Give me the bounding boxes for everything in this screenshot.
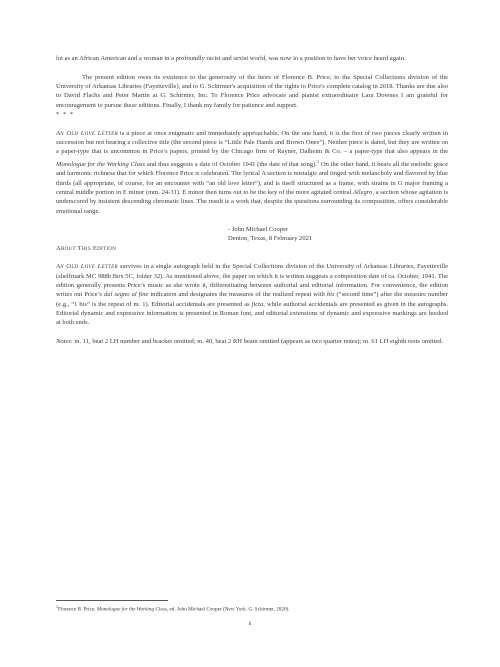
paragraph-about-edition [56, 262, 448, 327]
paragraph-intro-continuation: lot as an African American and a woman in a profoundly racist and sexist world, was now in a position to have her voice heard again. [56, 55, 406, 62]
description-text-b: and thus suggests a date of October 1941 (the date of that song). [145, 160, 317, 168]
about-text-c: (“second time”) after the measure number (e.g., “1 bis” is the repeat of m. 1). Editorial accidentals are presented as [56, 291, 448, 308]
ficta-term: ficta [251, 300, 264, 308]
section-separator: * * * [56, 111, 75, 119]
document-body [56, 54, 448, 346]
about-text-b: indication and designates the measures of the realized repeat with [148, 291, 327, 299]
footnote-text-b: , ed. John Michael Cooper (New York: G. Schirmer, 2020). [166, 606, 290, 613]
page-number: ii [248, 621, 252, 627]
description-text-a: is a piece at once enigmatic and immediately approachable. On the one hand, it is the first of two pieces clearly written in succession but not bearing a collective title (the second piece is “Little Pale Hands and Brown Ones”). Neither piece is dated, but they are written on a paper-type that is uncommon in Price’s papers, printed by the Chicago firm of Rayner, Dalheim & Co. – a paper-type that also appears in the [56, 129, 448, 156]
piece-title: An Old Love Letter [56, 129, 118, 137]
paragraph-notes [56, 337, 448, 346]
signature-place-date: Denton, Texas, 8 February 2021 [228, 235, 313, 243]
signature-block [228, 225, 448, 244]
footnote-marker: 1 [56, 604, 58, 609]
notes-text: : m. 11, beat 2 LH number and bracket omitted; m. 40, beat 2 RH beam omitted (appears as two quarter notes); m. 61 LH eighth rests omitted. [70, 337, 444, 345]
monologue-title: Monologue for the Working Class [56, 160, 146, 168]
about-piece-title: An Old Love Letter [56, 263, 118, 271]
footnote [56, 603, 448, 614]
notes-label: Notes [56, 337, 71, 345]
about-text-d: , while authorial accidentals are presented as given in the autographs. Editorial dynamic and expressive information is presented in Roman font, and editorial extensions of dynamic and expressive markings are hooked at both ends. [56, 300, 448, 327]
paragraph-acknowledgements: The present edition owes its existence to the generosity of the heirs of Florence B. Price, to the Special Collections division of the University of Arkansas Libraries (Fayetteville), and to G. Schirmer's acquisition of the rights to Price's complete catalog in 2018. Thanks are due also to David Flachs and Peter Martin at G. Schirmer, Inc. To Florence Price advocate and pianist extraordinaire Lara Downes I am grateful for encouragement to pursue these editions. Finally, I thank my family for patience and support. [56, 73, 448, 109]
description-text-d: , a section whose agitation is underscored by insistent descending chromatic lines. The result is a work that, despite the questions surrounding its composition, offers considerable emotional range. [56, 188, 448, 215]
description-text-c: On the other hand, it bears all the melodic grace and harmonic richness that for which Florence Price is celebrated. The lyrical A section is nostalgic and tinged with melancholy and flavored by blue thirds (all appropriate, of course, for an encounter with “an old love letter”), and is itself structured as a frame, with strains in G major framing a central middle portion in E minor (mm. 24-31). E minor then turns out to be the key of the more agitated central [56, 160, 448, 196]
footnote-title: Monologue for the Working Class [96, 606, 167, 613]
footnote-divider [56, 600, 168, 601]
section-heading-about-edition: About This Edition [56, 244, 117, 252]
dal-segno-term: dal segno al fine [104, 291, 149, 299]
bis-term: bis [326, 291, 335, 299]
signature-name: - John Michael Cooper [228, 225, 289, 233]
about-text-a: survives in a single autograph held in the Special Collections division of the University of Arkansas Libraries, Fayetteville (shelfmark MC 988b Box 5C, folder 32). As mentioned above, the paper on which it is written suggests a composition date of ca. October, 1941. The edition generally presents Price’s music as she wrote it, differentiating between authorial and editorial information. For convenience, the edition writes out Price’s [56, 263, 448, 299]
footnote-reference[interactable]: 1 [316, 158, 320, 164]
paragraph-piece-description [56, 129, 448, 216]
allegro-term: Allegro [352, 188, 373, 196]
footnote-text-a: Florence B. Price, [58, 606, 97, 613]
